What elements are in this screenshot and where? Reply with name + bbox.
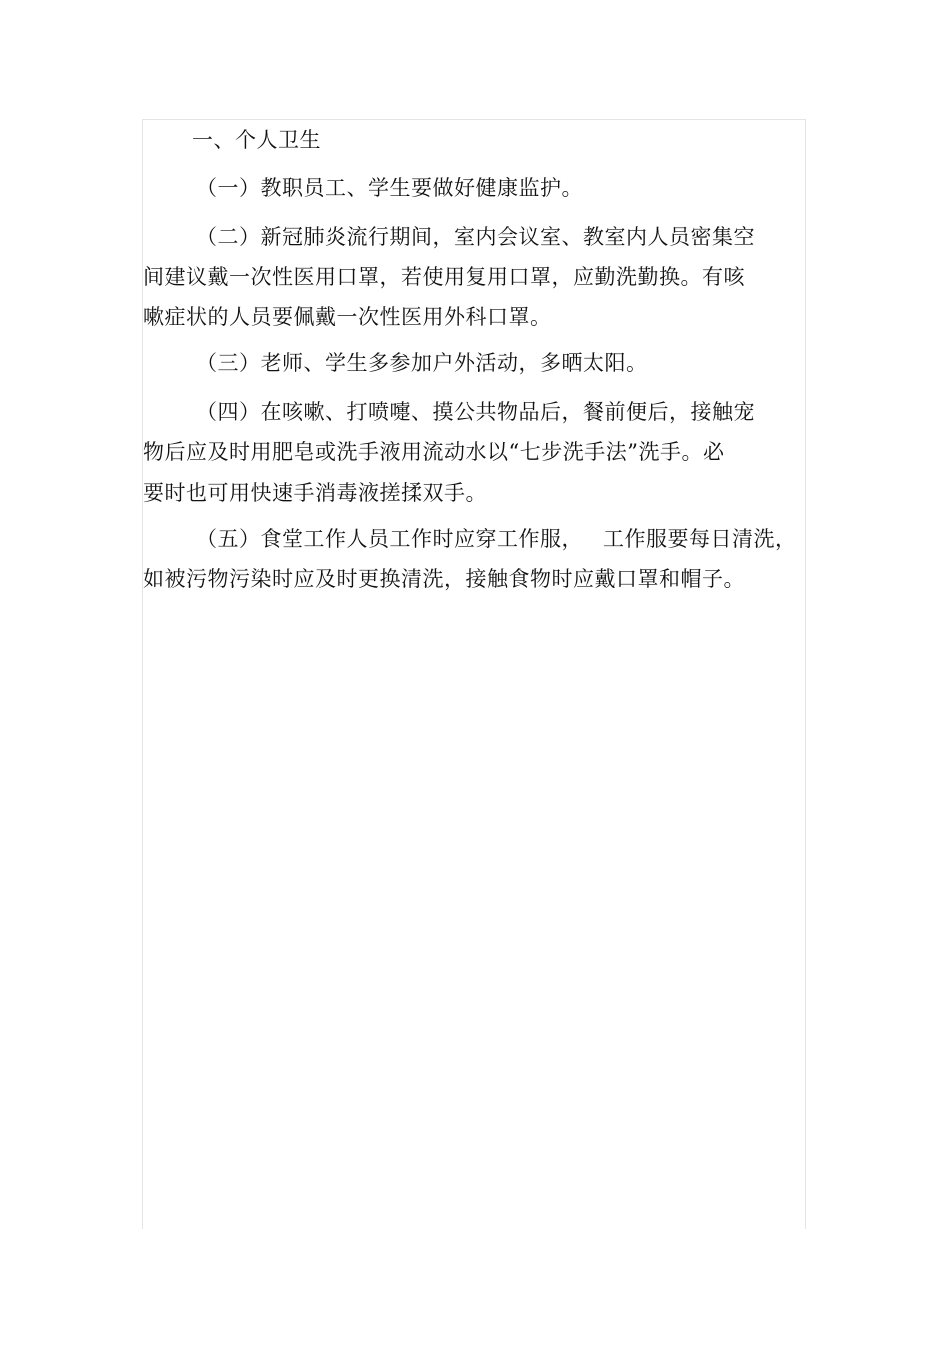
item-5-line-2: 如被污物污染时应及时更换清洗，接触食物时应戴口罩和帽子。 bbox=[143, 567, 745, 591]
item-2-line-2: 间建议戴一次性医用口罩，若使用复用口罩，应勤洗勤换。有咳 bbox=[143, 265, 745, 289]
item-4-line-2: 物后应及时用肥皂或洗手液用流动水以“七步洗手法”洗手。必 bbox=[143, 440, 725, 464]
item-4-line-1: （四）在咳嗽、打喷嚏、摸公共物品后，餐前便后，接触宠 bbox=[196, 400, 755, 424]
item-2-line-3: 嗽症状的人员要佩戴一次性医用外科口罩。 bbox=[143, 305, 552, 329]
section-heading: 一、个人卫生 bbox=[192, 128, 321, 152]
item-5-line-1-part-2: 工作服要每日清洗， bbox=[603, 527, 797, 551]
item-3-line-1: （三）老师、学生多参加户外活动，多晒太阳。 bbox=[196, 351, 648, 375]
item-4-line-3: 要时也可用快速手消毒液搓揉双手。 bbox=[143, 481, 487, 505]
item-5-line-1-part-1: （五）食堂工作人员工作时应穿工作服， bbox=[196, 527, 583, 551]
item-1-line-1: （一）教职员工、学生要做好健康监护。 bbox=[196, 176, 583, 200]
item-2-line-1: （二）新冠肺炎流行期间，室内会议室、教室内人员密集空 bbox=[196, 225, 755, 249]
